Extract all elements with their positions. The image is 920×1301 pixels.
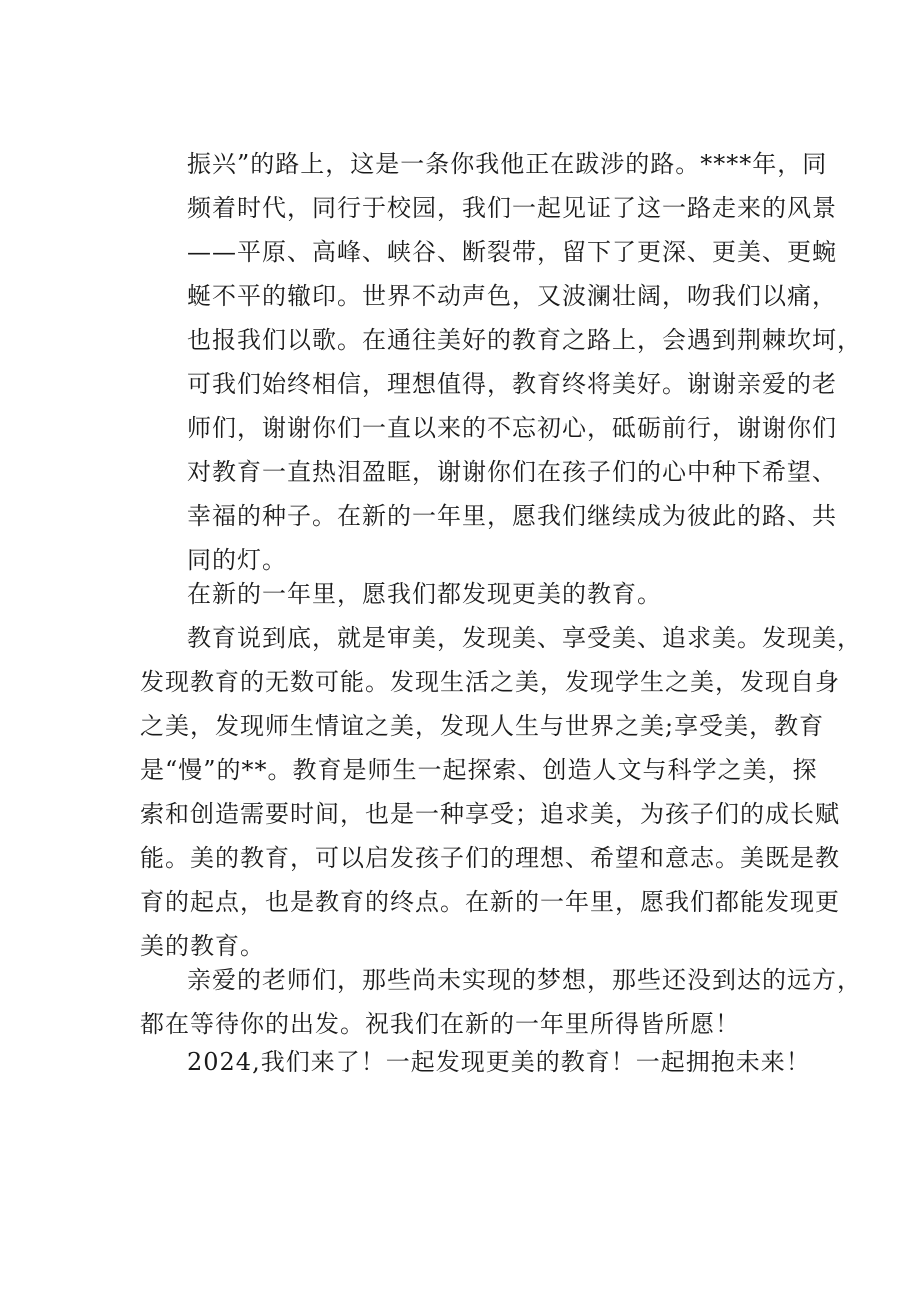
text-line: 之美，发现师生情谊之美，发现人生与世界之美;享受美，教育 (140, 712, 825, 740)
text-line: 师们，谢谢你们一直以来的不忘初心，砥砺前行，谢谢你们 (187, 414, 837, 442)
text-line: ——平原、高峰、峡谷、断裂带，留下了更深、更美、更蜿 (187, 238, 837, 266)
text-line: 在新的一年里，愿我们都发现更美的教育。 (187, 580, 662, 608)
paragraph-aesthetics (140, 616, 862, 968)
text-line: 能。美的教育，可以启发孩子们的理想、希望和意志。美既是教 (140, 844, 840, 872)
text-line: 亲爱的老师们，那些尚未实现的梦想，那些还没到达的远方， (187, 966, 862, 994)
text-line: 索和创造需要时间，也是一种享受；追求美，为孩子们的成长赋 (140, 800, 840, 828)
paragraph-wish (187, 572, 787, 616)
text-line: 频着时代，同行于校园，我们一起见证了这一路走来的风景 (187, 194, 837, 222)
text-line: 美的教育。 (140, 932, 265, 960)
text-line: 振兴”的路上，这是一条你我他正在跋涉的路。****年，同 (187, 150, 828, 178)
paragraph-closing (140, 1040, 811, 1084)
text-line: 都在等待你的出发。祝我们在新的一年里所得皆所愿！ (140, 1010, 740, 1038)
text-line: 也报我们以歌。在通往美好的教育之路上，会遇到荆棘坎坷， (187, 326, 862, 354)
text-line: 教育说到底，就是审美，发现美、享受美、追求美。发现美， (187, 624, 862, 652)
text-line: 2024,我们来了！一起发现更美的教育！一起拥抱未来！ (187, 1048, 811, 1076)
text-line: 是“慢”的**。教育是师生一起探索、创造人文与科学之美，探 (140, 756, 818, 784)
text-line: 同的灯。 (187, 546, 287, 574)
paragraph-teachers (140, 958, 862, 1046)
text-line: 育的起点，也是教育的终点。在新的一年里，愿我们都能发现更 (140, 888, 840, 916)
text-line: 幸福的种子。在新的一年里，愿我们继续成为彼此的路、共 (187, 502, 837, 530)
text-line: 对教育一直热泪盈眶，谢谢你们在孩子们的心中种下希望、 (187, 458, 837, 486)
text-line: 蜒不平的辙印。世界不动声色，又波澜壮阔，吻我们以痛， (187, 282, 837, 310)
text-line: 发现教育的无数可能。发现生活之美，发现学生之美，发现自身 (140, 668, 840, 696)
quote-paragraph (187, 142, 862, 582)
text-line: 可我们始终相信，理想值得，教育终将美好。谢谢亲爱的老 (187, 370, 837, 398)
